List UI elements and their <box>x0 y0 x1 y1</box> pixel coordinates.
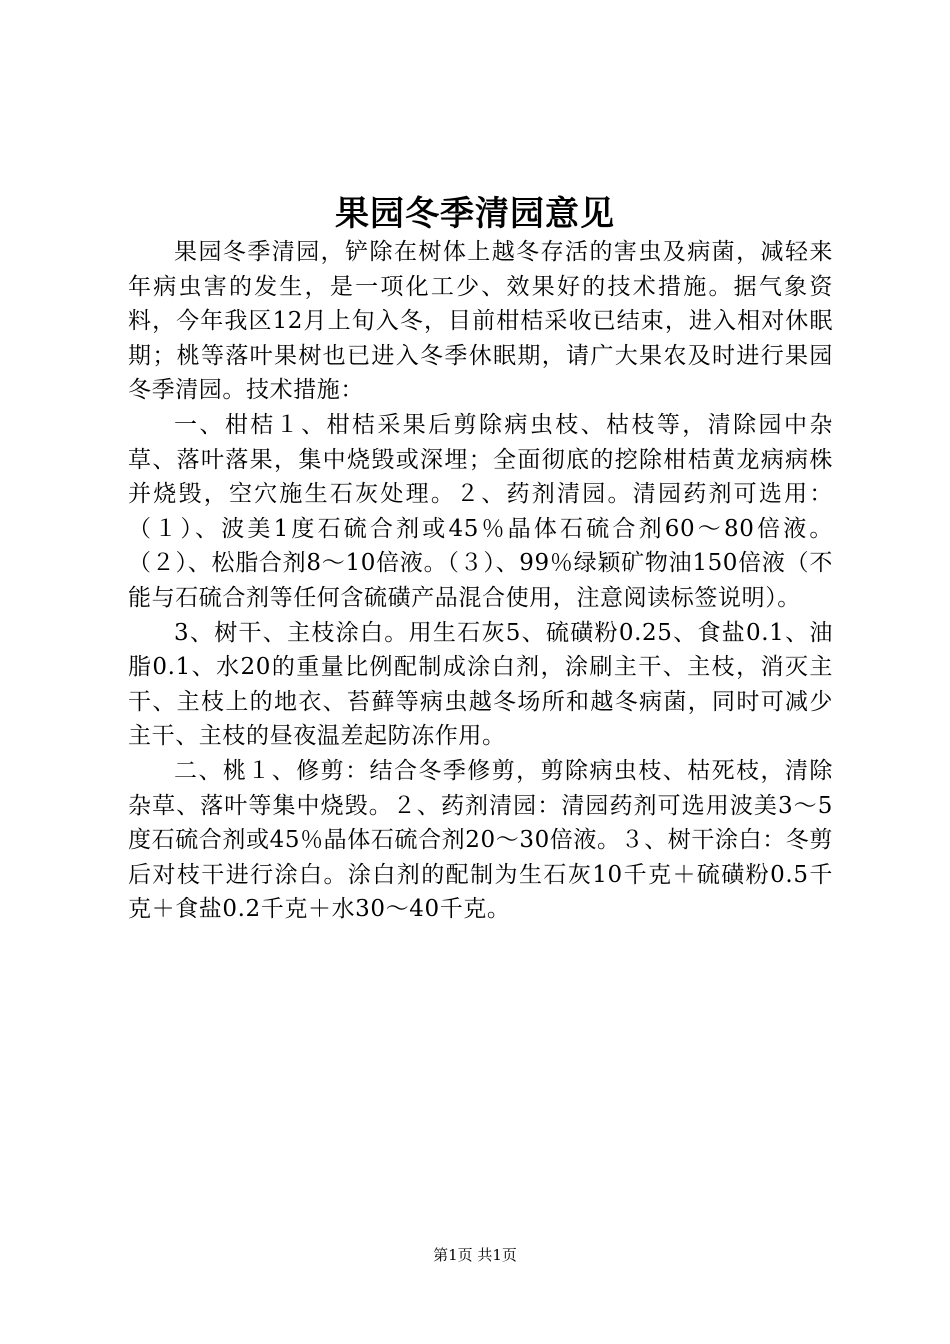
paragraph-citrus: 一、柑桔１、柑桔采果后剪除病虫枝、枯枝等，清除园中杂草、落叶落果，集中烧毁或深埋；全面彻底的挖除柑桔黄龙病病株并烧毁，空穴施生石灰处理。２、药剂清园。清园药剂可选用：（１）、波美1度石硫合剂或45％晶体石硫合剂60～80倍液。（２）、松脂合剂8～10倍液。（３）、99％绿颖矿物油150倍液（不能与石硫合剂等任何含硫磺产品混合使用，注意阅读标签说明）。 <box>128 411 833 611</box>
document-title: 果园冬季清园意见 <box>335 194 615 234</box>
document-body <box>128 235 833 927</box>
paragraph-whitewash: 3、树干、主枝涂白。用生石灰5、硫磺粉0.25、食盐0.1、油脂0.1、水20的重量比例配制成涂白剂，涂刷主干、主枝，消灭主干、主枝上的地衣、苔藓等病虫越冬场所和越冬病菌，同时可减少主干、主枝的昼夜温差起防冻作用。 <box>128 619 833 750</box>
paragraph-intro: 果园冬季清园，铲除在树体上越冬存活的害虫及病菌，减轻来年病虫害的发生，是一项化工少、效果好的技术措施。据气象资料，今年我区12月上旬入冬，目前柑桔采收已结束，进入相对休眠期；桃等落叶果树也已进入冬季休眠期，请广大果农及时进行果园冬季清园。技术措施： <box>128 239 833 404</box>
paragraph-peach: 二、桃１、修剪：结合冬季修剪，剪除病虫枝、枯死枝，清除杂草、落叶等集中烧毁。２、药剂清园：清园药剂可选用波美3～5度石硫合剂或45％晶体石硫合剂20～30倍液。３、树干涂白：冬剪后对枝干进行涂白。涂白剂的配制为生石灰10千克＋硫磺粉0.5千克＋食盐0.2千克＋水30～40千克。 <box>128 757 833 923</box>
page-footer: 第1页 共1页 <box>433 1246 517 1264</box>
